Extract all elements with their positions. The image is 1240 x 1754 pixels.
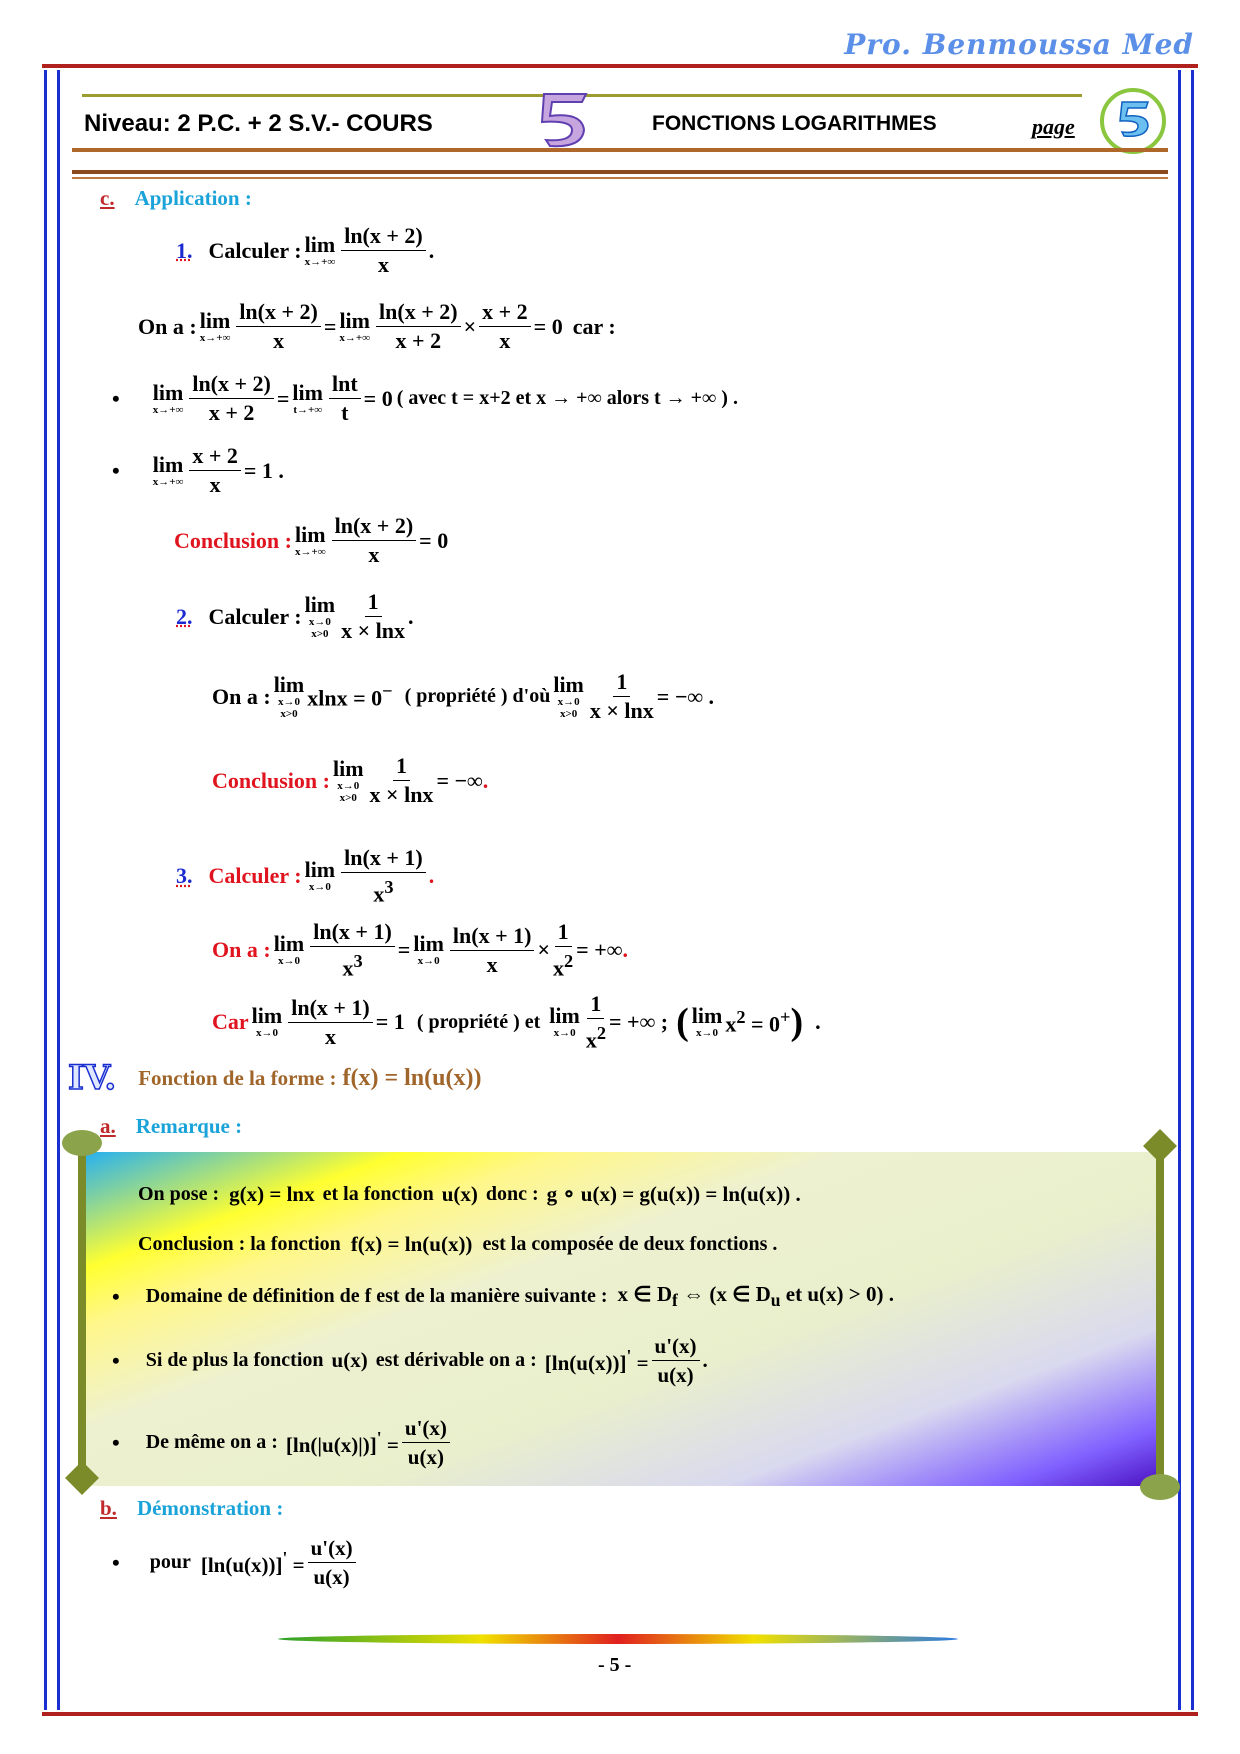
remark-bullet1-text: Domaine de définition de f est de la manière suivante :	[145, 1285, 608, 1308]
header-bottom-line	[72, 148, 1168, 152]
q2-ona: On a :	[212, 683, 271, 709]
q2-prop: ( propriété ) d'où	[404, 685, 551, 707]
q3-ona-line: On a : lim x→0 $\frac{\ln(x + 1)}{x^3}$ = lim x→0 $\frac{\ln(x + 1)}{x}$ × $\frac{1}{x^2}$ = +∞ .	[212, 919, 628, 981]
remark-heading	[100, 1114, 242, 1139]
section-iv-roman: IV.	[68, 1058, 117, 1098]
remark-marker: a.	[100, 1114, 116, 1138]
q1-ona-line: On a : lim x→+∞ $\frac{\ln(x + 2)}{x}$ = lim x→+∞ $\frac{\ln(x + 2)}{x + 2}$ × $\frac{x + 2}{x}$ = 0 car :	[138, 299, 616, 353]
q1-bullet1: • lim x→+∞ $\frac{\ln(x + 2)}{x + 2}$ = lim t→+∞ $\frac{\ln t}{t}$ = 0 ( avec t = x+2 et x → +∞ alors t → +∞ ) .	[112, 371, 738, 425]
demo-bullet1: • pour [ln(u(x))]' = $\frac{u'(x)}{u(x)}$	[112, 1534, 359, 1591]
q1-ona: On a :	[138, 313, 197, 339]
page-word: page	[1032, 114, 1075, 139]
q1-lim: lim x→+∞	[304, 231, 336, 268]
remark-line1: On pose : g(x) = lnx et la fonction u(x) donc : g ∘ u(x) = g(u(x)) = ln(u(x)) .	[138, 1182, 801, 1206]
q1-fraction: $\frac{\ln(x + 2)}{x}$	[341, 222, 426, 279]
header-rule-3	[72, 177, 1168, 179]
page-badge-number-icon	[1112, 96, 1156, 140]
chapter-title: FONCTIONS LOGARITHMES	[652, 112, 937, 135]
remark-bullet3-text: De même on a :	[145, 1431, 278, 1453]
remark-line1-a: On pose :	[138, 1183, 220, 1205]
footer-page-number: - 5 -	[598, 1654, 632, 1676]
remark-bullet3: • De même on a : [ln(|u(x)|)]' = $\frac{u'(x)}{u(x)}$	[112, 1414, 453, 1471]
scroll-left-cap	[62, 1130, 102, 1156]
q1-text: Calculer :	[208, 237, 302, 263]
demo-title: Démonstration :	[136, 1496, 284, 1520]
q1-number: 1.	[176, 237, 193, 263]
q1-car: car :	[572, 313, 616, 339]
author-signature: Pro. Benmoussa Med	[844, 28, 1194, 61]
remark-bullet1: • Domaine de définition de f est de la manière suivante : x ∈ $D_f$ ⇔ (x ∈ $D_u$ et u(x) > 0) .	[112, 1282, 894, 1311]
q1-conclusion: Conclusion : lim x→+∞ $\frac{\ln(x + 2)}{x}$ = 0	[174, 513, 449, 567]
section-c-heading	[100, 186, 252, 211]
remark-line2-a: Conclusion : la fonction	[138, 1233, 341, 1255]
q2-conclusion: Conclusion : lim x→0 x>0 $\frac{1}{x \times \ln x}$ = −∞ .	[212, 753, 489, 807]
remark-line1-c: donc :	[485, 1183, 539, 1205]
scroll-right-rod	[1156, 1150, 1164, 1490]
remark-line1-b: et la fonction	[322, 1183, 434, 1205]
top-rule	[42, 64, 1198, 68]
q3-text: Calculer :	[208, 863, 302, 889]
q2-conclusion-label: Conclusion :	[212, 767, 330, 793]
right-border	[1178, 70, 1194, 1710]
section-c-title: Application :	[134, 186, 252, 210]
q3-car: Car	[212, 1009, 249, 1035]
remark-line2-b: est la composée de deux fonctions .	[482, 1233, 778, 1255]
q1-conclusion-label: Conclusion :	[174, 527, 292, 553]
footer-ornament	[278, 1634, 958, 1644]
q2-number: 2.	[176, 603, 193, 629]
demo-bullet1-text: pour	[149, 1551, 191, 1573]
remark-title: Remarque :	[135, 1114, 243, 1138]
scroll-right-cap	[1140, 1474, 1180, 1500]
section-iv-heading	[68, 1058, 481, 1098]
section-c-marker: c.	[100, 186, 115, 210]
q3-line: 3. Calculer : lim x→0 $\frac{\ln(x + 1)}{x^3}$ .	[176, 845, 435, 907]
q3-ona: On a :	[212, 937, 271, 963]
q1-line: 1. Calculer : lim x→+∞ $\frac{\ln(x + 2)}{x}$ .	[176, 223, 435, 277]
header-rule-2	[72, 170, 1168, 174]
bottom-rule	[42, 1712, 1198, 1716]
remark-bullet2: • Si de plus la fonction u(x) est dérivable on a : [ln(u(x))]' = $\frac{u'(x)}{u(x)}$ .	[112, 1334, 708, 1387]
level-label: Niveau: 2 P.C. + 2 S.V.- COURS	[84, 110, 433, 137]
q3-car-line: Car lim x→0 $\frac{\ln(x + 1)}{x}$ = 1 ( propriété ) et lim x→0 $\frac{1}{x^2}$ = +∞ ; ( lim x→0 $x^2 = 0^+$ ) .	[212, 991, 821, 1053]
q1-bullet2: • lim x→+∞ $\frac{x + 2}{x}$ = 1 .	[112, 443, 284, 497]
remark-bullet2-a: Si de plus la fonction	[145, 1349, 324, 1371]
q1-bullet1-note: ( avec t = x+2 et x → +∞ alors t → +∞ ) .	[396, 387, 738, 409]
section-iv-formula: f(x) = ln(u(x))	[342, 1064, 482, 1091]
chapter-number-icon	[522, 88, 602, 154]
q2-text: Calculer :	[208, 603, 302, 629]
scroll-left-rod	[78, 1140, 86, 1480]
demo-heading	[100, 1496, 283, 1521]
demo-marker: b.	[100, 1496, 117, 1520]
left-border	[44, 70, 60, 1710]
q2-ona-line: On a : lim x→0 x>0 xlnx = 0− ( propriété ) d'où lim x→0 x>0 $\frac{1}{x \times \ln x}$ = −∞ .	[212, 669, 715, 723]
header-band	[72, 88, 1168, 154]
remark-bullet2-b: est dérivable on a :	[375, 1349, 537, 1371]
q3-number: 3.	[176, 863, 193, 889]
remark-line2: Conclusion : la fonction f(x) = ln(u(x)) est la composée de deux fonctions .	[138, 1232, 778, 1256]
q3-prop: ( propriété ) et	[416, 1010, 541, 1033]
q2-line: 2. Calculer : lim x→0 x>0 $\frac{1}{x \times \ln x}$ .	[176, 589, 414, 643]
section-iv-title: Fonction de la forme :	[138, 1065, 337, 1090]
